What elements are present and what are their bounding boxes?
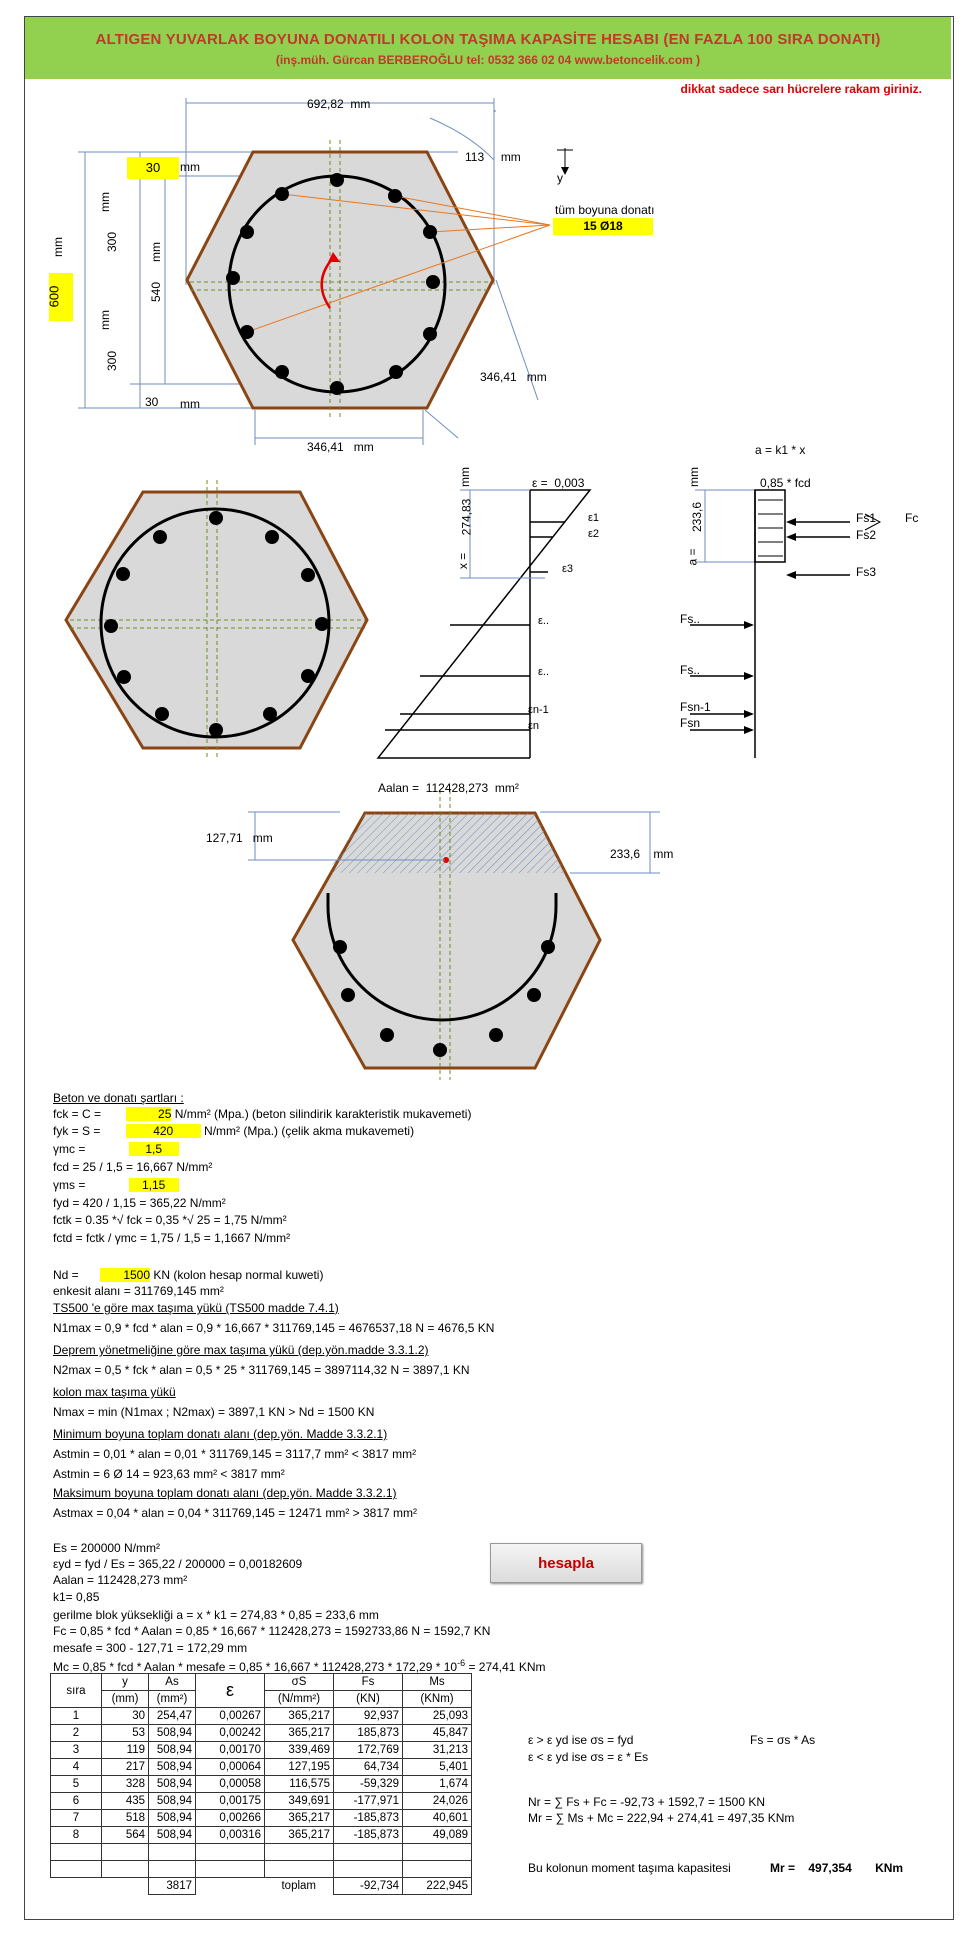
x-value: 274,83 [459,498,474,536]
n2max-line: N2max = 0,5 * fck * alan = 0,5 * 25 * 311769,145 = 3897114,32 N = 3897,1 KN [53,1363,470,1377]
dim-angle: 113 [465,150,485,164]
dim-side: 346,41 [480,370,517,384]
table-cell: 564 [102,1827,149,1844]
axis-y-label: y [557,171,563,185]
gamma-ms-input[interactable]: 1,15 [129,1178,179,1192]
table-cell: 339,469 [265,1742,334,1759]
table-cell: -185,873 [334,1810,403,1827]
dim-top-width: 692,82 [307,97,344,111]
n1max-line: N1max = 0,9 * fcd * alan = 0,9 * 16,667 * 311769,145 = 4676537,18 N = 4676,5 KN [53,1321,495,1335]
empty-row [51,1861,472,1878]
table-cell: 8 [51,1827,102,1844]
dim-h-bottom: 300 [105,350,120,372]
table-cell: 40,601 [403,1810,472,1827]
fctk-line: fctk = 0.35 *√ fck = 0,35 *√ 25 = 1,75 N/mm² [53,1213,287,1227]
table-cell: -59,329 [334,1776,403,1793]
dim-bottom-width: 346,41 [307,440,344,454]
table-cell: 3 [51,1742,102,1759]
table-cell: 0,00175 [196,1793,265,1810]
results-table: sıra y As ε σS Fs Ms (mm) (mm²) (N/mm²) (KN) (KNm) 1 30 254,47 0,00267 365,217 92,937 25,093 2 53 508,94 0,00242 365,217 185,873 45,847 3 119 508,94 0,00170 339,469 172,769 31,213 4 217 508,94 0,00064 127,195 64,734 5,401 5 328 508,94 0,00058 116,575 -59,329 1,674 6 435 508,94 0,00175 349,691 -177,971 24,026 7 518 508,94 0,00266 365,217 -185,873 40,601 8 564 508,94 0,00316 365,217 -185,873 49,089 3817 toplam -92,734 222,945 [50,1673,472,1895]
table-cell: 4 [51,1759,102,1776]
fck-input[interactable]: 25 [126,1107,171,1121]
table-cell: 518 [102,1810,149,1827]
table-cell: 508,94 [149,1827,196,1844]
table-cell: 508,94 [149,1759,196,1776]
capacity-label: Bu kolonun moment taşıma kapasitesi [528,1861,731,1875]
table-cell: 119 [102,1742,149,1759]
table-cell: 25,093 [403,1708,472,1725]
table-cell: 0,00266 [196,1810,265,1827]
table-row [51,1776,472,1793]
centroid-dist: 127,71 [206,831,243,845]
input-warning: dikkat sadece sarı hücrelere rakam giriniz. [680,82,922,96]
table-cell: 365,217 [265,1827,334,1844]
table-cell: 30 [102,1708,149,1725]
table-cell: 5 [51,1776,102,1793]
table-cell: 328 [102,1776,149,1793]
table-row [51,1742,472,1759]
table-cell: 6 [51,1793,102,1810]
table-cell: 0,00064 [196,1759,265,1776]
rule-1: ε > ε yd ise σs = fyd [528,1733,634,1747]
k1-line: k1= 0,85 [53,1590,100,1604]
table-cell: 217 [102,1759,149,1776]
rebar-label: tüm boyuna donatı [555,203,655,217]
mc-line: Mc = 0,85 * fcd * Aalan * mesafe = $0,85 * 16,667 * 112428,273 * 172,29 * 10^{-6} = 274,41$ KNm [53,1658,546,1674]
table-cell: 1,674 [403,1776,472,1793]
calculate-button[interactable]: hesapla [490,1543,642,1583]
gamma-mc-input[interactable]: 1,5 [129,1142,179,1156]
eyd-line: εyd = fyd / Es = 365,22 / 200000 = 0,00182609 [53,1557,303,1571]
fyd-line: fyd = 420 / 1,15 = 365,22 N/mm² [53,1196,226,1210]
es-line: Es = 200000 N/mm² [53,1541,161,1555]
table-cell: 53 [102,1725,149,1742]
block-depth: 233,6 [610,847,641,861]
eps-cu: 0,003 [554,476,585,490]
empty-row [51,1844,472,1861]
page-title: ALTIGEN YUVARLAK BOYUNA DONATILI KOLON TAŞIMA KAPASİTE HESABI (EN FAZLA 100 SIRA DONATI) [95,31,881,48]
astmin2-line: Astmin = 6 Ø 14 = 923,63 mm² < 3817 mm² [53,1467,285,1481]
mr-line: Mr = ∑ Ms + Mc = 222,94 + 274,41 = 497,35 KNm [528,1811,795,1825]
table-cell: 508,94 [149,1776,196,1793]
table-cell: 365,217 [265,1708,334,1725]
table-row [51,1725,472,1742]
fc-line: Fc = 0,85 * fcd * Aalan = 0,85 * 16,667 * 112428,273 = 1592733,86 N = 1592,7 KN [53,1624,491,1638]
table-cell: 127,195 [265,1759,334,1776]
table-cell: 365,217 [265,1725,334,1742]
table-cell: 172,769 [334,1742,403,1759]
table-cell: 7 [51,1810,102,1827]
table-cell: 24,026 [403,1793,472,1810]
a-line: gerilme blok yüksekliği a = x * k1 = 274,83 * 0,85 = 233,6 mm [53,1608,379,1622]
fc-label: Fc [905,511,919,525]
table-row [51,1810,472,1827]
table-cell: 1 [51,1708,102,1725]
height-input[interactable]: 600 [49,273,73,321]
mr-result: 497,354 [808,1861,852,1875]
area-line: enkesit alanı = 311769,145 mm² [53,1284,224,1298]
nd-input[interactable]: 1500 [100,1268,150,1282]
table-cell: 2 [51,1725,102,1742]
dim-core: 540 [149,281,164,303]
table-cell: 508,94 [149,1810,196,1827]
a-value: 233,6 [690,501,705,533]
rule-3: Fs = σs * As [750,1733,816,1747]
astmax-line: Astmax = 0,04 * alan = 0,04 * 311769,145 = 12471 mm² > 3817 mm² [53,1506,418,1520]
table-cell: 0,00242 [196,1725,265,1742]
a-formula: a = k1 * x [755,443,806,457]
fyk-input[interactable]: 420 [126,1124,201,1138]
nr-line: Nr = ∑ Fs + Fc = -92,73 + 1592,7 = 1500 KN [528,1795,766,1809]
table-row [51,1759,472,1776]
table-cell: 0,00170 [196,1742,265,1759]
rule-2: ε < ε yd ise σs = ε * Es [528,1750,649,1764]
table-cell: 0,00058 [196,1776,265,1793]
table-cell: 64,734 [334,1759,403,1776]
fctd-line: fctd = fctk / γmc = 1,75 / 1,5 = 1,1667 N/mm² [53,1231,291,1245]
rebar-input[interactable]: 15 Ø18 [553,218,653,235]
page-subtitle: (inş.müh. Gürcan BERBEROĞLU tel: 0532 366 02 04 www.betoncelik.com ) [275,53,701,67]
dim-cover-bottom: 30 [145,395,159,409]
fcd-line: fcd = 25 / 1,5 = 16,667 N/mm² [53,1160,213,1174]
cover-top-input[interactable]: 30 [127,157,179,179]
table-cell: 349,691 [265,1793,334,1810]
table-cell: 31,213 [403,1742,472,1759]
table-cell: -177,971 [334,1793,403,1810]
table-cell: 45,847 [403,1725,472,1742]
table-cell: 92,937 [334,1708,403,1725]
table-row [51,1827,472,1844]
table-cell: 508,94 [149,1725,196,1742]
table-cell: 0,00316 [196,1827,265,1844]
table-cell: 254,47 [149,1708,196,1725]
table-cell: 49,089 [403,1827,472,1844]
table-row [51,1793,472,1810]
mesafe-line: mesafe = 300 - 127,71 = 172,29 mm [53,1641,248,1655]
aalan-line: Aalan = 112428,273 mm² [53,1573,188,1587]
table-row [51,1708,472,1725]
dim-h-top: 300 [105,231,120,253]
table-cell: -185,873 [334,1827,403,1844]
table-cell: 5,401 [403,1759,472,1776]
table-cell: 508,94 [149,1742,196,1759]
area-value: 112428,273 [425,781,489,795]
table-cell: 508,94 [149,1793,196,1810]
nmax-line: Nmax = min (N1max ; N2max) = 3897,1 KN > Nd = 1500 KN [53,1405,375,1419]
table-cell: 365,217 [265,1810,334,1827]
material-title: Beton ve donatı şartları : [53,1091,184,1105]
table-cell: 116,575 [265,1776,334,1793]
fcd-label: 0,85 * fcd [760,476,811,490]
table-cell: 435 [102,1793,149,1810]
total-row: 3817 toplam -92,734 222,945 [51,1878,472,1895]
table-cell: 185,873 [334,1725,403,1742]
astmin1-line: Astmin = 0,01 * alan = 0,01 * 311769,145 = 3117,7 mm² < 3817 mm² [53,1447,417,1461]
table-cell: 0,00267 [196,1708,265,1725]
